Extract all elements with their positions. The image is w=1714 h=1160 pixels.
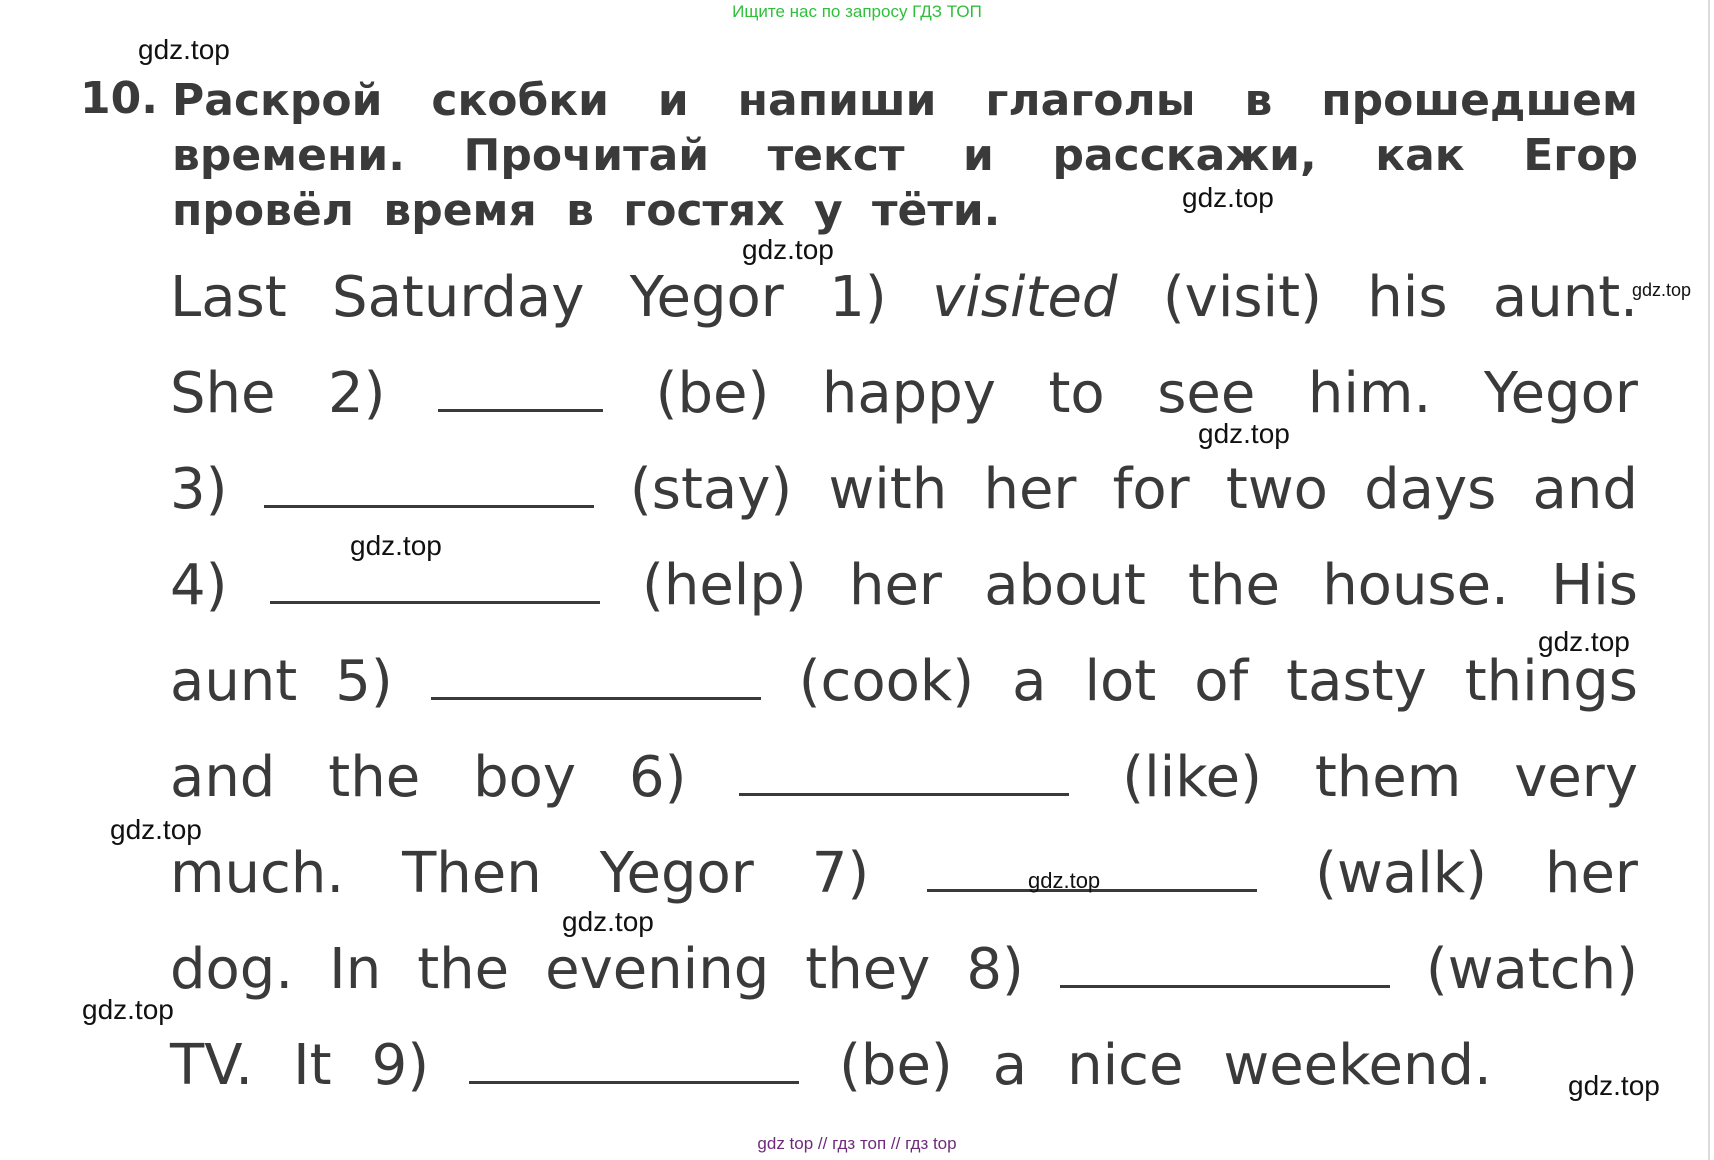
exercise-word: TV.: [170, 1033, 254, 1098]
exercise-word: and: [1532, 457, 1638, 522]
exercise-line: [170, 935, 1638, 1031]
exercise-word: Yegor: [599, 841, 754, 906]
exercise-word: Last: [170, 265, 287, 330]
search-hint-banner[interactable]: Ищите нас по запросу ГДЗ ТОП: [732, 2, 982, 21]
exercise-word: the: [417, 937, 510, 1002]
exercise-word: lot: [1084, 649, 1157, 714]
exercise-word: for: [1112, 457, 1190, 522]
exercise-word: her: [848, 553, 942, 618]
exercise-word: the: [328, 745, 421, 810]
exercise-word: dog.: [170, 937, 294, 1002]
exercise-word: In: [329, 937, 382, 1002]
exercise-word: they: [805, 937, 931, 1002]
answer-blank[interactable]: [1060, 941, 1390, 988]
exercise-word: a: [992, 1033, 1028, 1098]
exercise-word: weekend.: [1223, 1033, 1492, 1098]
exercise-word: and: [170, 745, 276, 810]
exercise-word: to: [1048, 361, 1105, 426]
exercise-word: 8): [966, 937, 1024, 1002]
exercise-word: days: [1364, 457, 1497, 522]
task-instruction: Раскрой скобки и напиши глаголы в прошедшем времени. Прочитай текст и расскажи, как Егор провёл время в гостях у тёти.: [172, 75, 1638, 236]
exercise-word: (like): [1122, 745, 1262, 810]
exercise-word: (be): [839, 1033, 953, 1098]
exercise-line: [170, 359, 1638, 455]
exercise-word: Then: [402, 841, 542, 906]
exercise-word: the: [1188, 553, 1280, 618]
exercise-word: much.: [170, 841, 345, 906]
exercise-line: [170, 743, 1638, 839]
exercise-line: [170, 263, 1638, 359]
watermark: gdz.top: [1182, 182, 1274, 213]
answer-blank[interactable]: [438, 365, 603, 412]
exercise-word: things: [1464, 649, 1638, 714]
watermark: gdz.top: [82, 994, 174, 1025]
exercise-word: It: [293, 1033, 332, 1098]
exercise-word: His: [1551, 553, 1638, 618]
exercise-word: two: [1225, 457, 1328, 522]
answer-blank[interactable]: [270, 557, 600, 604]
watermark: gdz.top: [1198, 418, 1290, 449]
exercise-word: with: [828, 457, 948, 522]
watermark: gdz.top: [1028, 868, 1101, 893]
exercise-word: (watch): [1425, 937, 1638, 1002]
exercise-word: of: [1194, 649, 1249, 714]
exercise-line: [170, 839, 1638, 935]
exercise-word: house.: [1322, 553, 1509, 618]
exercise-word: about: [984, 553, 1146, 618]
watermark: gdz.top: [138, 34, 230, 65]
watermark: gdz.top: [1538, 626, 1630, 657]
exercise-word: him.: [1307, 361, 1432, 426]
exercise-word: Yegor: [1483, 361, 1638, 426]
exercise-word: 6): [628, 745, 687, 810]
exercise-word: them: [1314, 745, 1462, 810]
watermark: gdz.top: [350, 530, 442, 561]
exercise-word: boy: [473, 745, 577, 810]
exercise-word: aunt.: [1492, 265, 1638, 330]
task-number: 10.: [80, 73, 158, 124]
answer-blank[interactable]: [431, 653, 761, 700]
exercise-line: [170, 647, 1638, 743]
footer-links[interactable]: gdz top // гдз топ // гдз top: [757, 1134, 957, 1153]
filled-answer: visited: [932, 265, 1118, 330]
watermark: gdz.top: [742, 234, 834, 265]
exercise-line: [170, 1031, 1638, 1127]
exercise-word: 5): [335, 649, 393, 714]
exercise-word: (cook): [798, 649, 975, 714]
exercise-word: 9): [371, 1033, 430, 1098]
answer-blank[interactable]: [264, 461, 594, 508]
answer-blank[interactable]: [469, 1037, 799, 1084]
exercise-word: Saturday: [332, 265, 585, 330]
exercise-word: 1): [829, 265, 887, 330]
watermark: gdz.top: [562, 906, 654, 937]
exercise-word: nice: [1067, 1033, 1184, 1098]
exercise-word: 7): [811, 841, 870, 906]
exercise-word: (stay): [629, 457, 793, 522]
exercise-text: [170, 263, 1638, 1127]
exercise-word: Yegor: [629, 265, 784, 330]
exercise-word: (visit): [1162, 265, 1322, 330]
exercise-word: tasty: [1286, 649, 1427, 714]
exercise-word: 2): [328, 361, 386, 426]
exercise-word: evening: [545, 937, 770, 1002]
watermark: gdz.top: [1632, 280, 1692, 300]
exercise-word: aunt: [170, 649, 298, 714]
exercise-word: see: [1157, 361, 1256, 426]
exercise-word: 4): [170, 553, 228, 618]
answer-blank[interactable]: [739, 749, 1069, 796]
exercise-word: (help): [641, 553, 807, 618]
exercise-word: very: [1514, 745, 1638, 810]
exercise-word: She: [170, 361, 276, 426]
exercise-word: happy: [821, 361, 996, 426]
exercise-word: a: [1012, 649, 1047, 714]
exercise-word: 3): [170, 457, 228, 522]
page-edge: [1708, 0, 1710, 1160]
watermark: gdz.top: [110, 814, 202, 845]
watermark: gdz.top: [1568, 1070, 1660, 1101]
exercise-word: her: [983, 457, 1077, 522]
exercise-word: (be): [655, 361, 770, 426]
exercise-line: [170, 551, 1638, 647]
exercise-word: her: [1544, 841, 1638, 906]
exercise-word: (walk): [1315, 841, 1487, 906]
exercise-word: his: [1367, 265, 1448, 330]
